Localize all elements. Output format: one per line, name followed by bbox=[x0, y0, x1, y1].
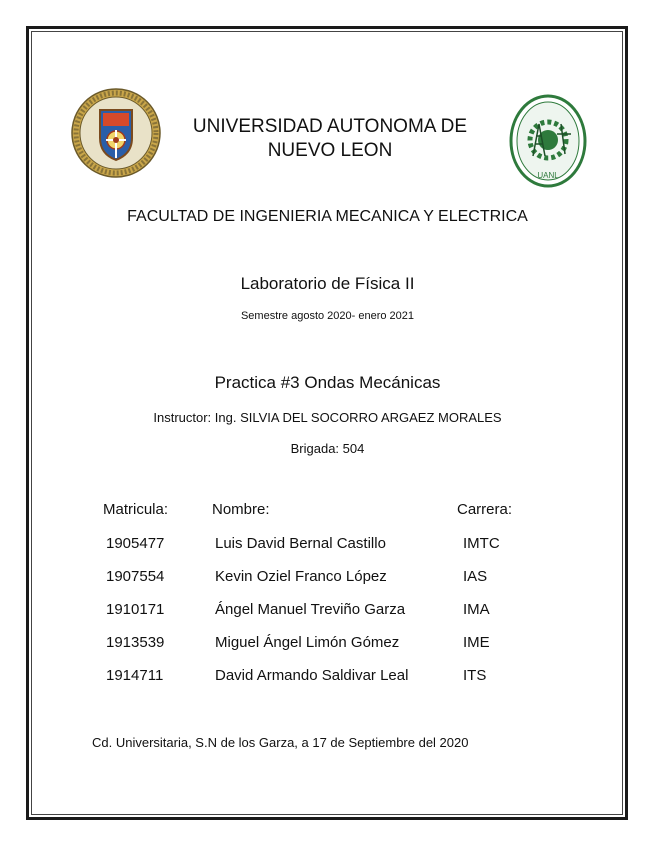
nombre-cell: David Armando Saldivar Leal bbox=[215, 667, 409, 684]
nombre-cell: Kevin Oziel Franco López bbox=[215, 568, 387, 585]
header-nombre: Nombre: bbox=[212, 501, 270, 518]
university-line-1: UNIVERSIDAD AUTONOMA DE bbox=[192, 116, 468, 137]
carrera-cell: IMTC bbox=[463, 535, 500, 552]
carrera-cell: IAS bbox=[463, 568, 488, 585]
practice-title: Practica #3 Ondas Mecánicas bbox=[214, 373, 441, 392]
fime-logo bbox=[509, 94, 587, 188]
instructor-label: Instructor: Ing. SILVIA DEL SOCORRO ARGAEZ MORALES bbox=[153, 410, 502, 425]
nombre-cell: Ángel Manuel Treviño Garza bbox=[215, 601, 406, 618]
university-line-2: NUEVO LEON bbox=[267, 140, 393, 161]
matricula-cell: 1914711 bbox=[106, 667, 164, 684]
uanl-seal-logo bbox=[70, 88, 162, 178]
faculty-name: FACULTAD DE INGENIERIA MECANICA Y ELECTRICA bbox=[127, 208, 528, 225]
semester-label: Semestre agosto 2020- enero 2021 bbox=[240, 310, 415, 322]
course-name: Laboratorio de Física II bbox=[240, 274, 415, 293]
university-name bbox=[180, 115, 480, 163]
matricula-cell: 1913539 bbox=[106, 634, 165, 651]
matricula-cell: 1910171 bbox=[106, 601, 165, 618]
nombre-cell: Luis David Bernal Castillo bbox=[215, 535, 386, 552]
carrera-cell: IMA bbox=[463, 601, 490, 618]
fime-logo-caption: UANL bbox=[537, 171, 559, 180]
nombre-cell: Miguel Ángel Limón Gómez bbox=[215, 634, 400, 651]
header-carrera: Carrera: bbox=[457, 501, 513, 518]
matricula-cell: 1907554 bbox=[106, 568, 165, 585]
carrera-cell: IME bbox=[463, 634, 490, 651]
brigade-label: Brigada: 504 bbox=[290, 441, 365, 456]
place-date: Cd. Universitaria, S.N de los Garza, a 17 de Septiembre del 2020 bbox=[92, 735, 469, 750]
matricula-cell: 1905477 bbox=[106, 535, 165, 552]
carrera-cell: ITS bbox=[463, 667, 487, 684]
header-matricula: Matricula: bbox=[103, 501, 169, 518]
